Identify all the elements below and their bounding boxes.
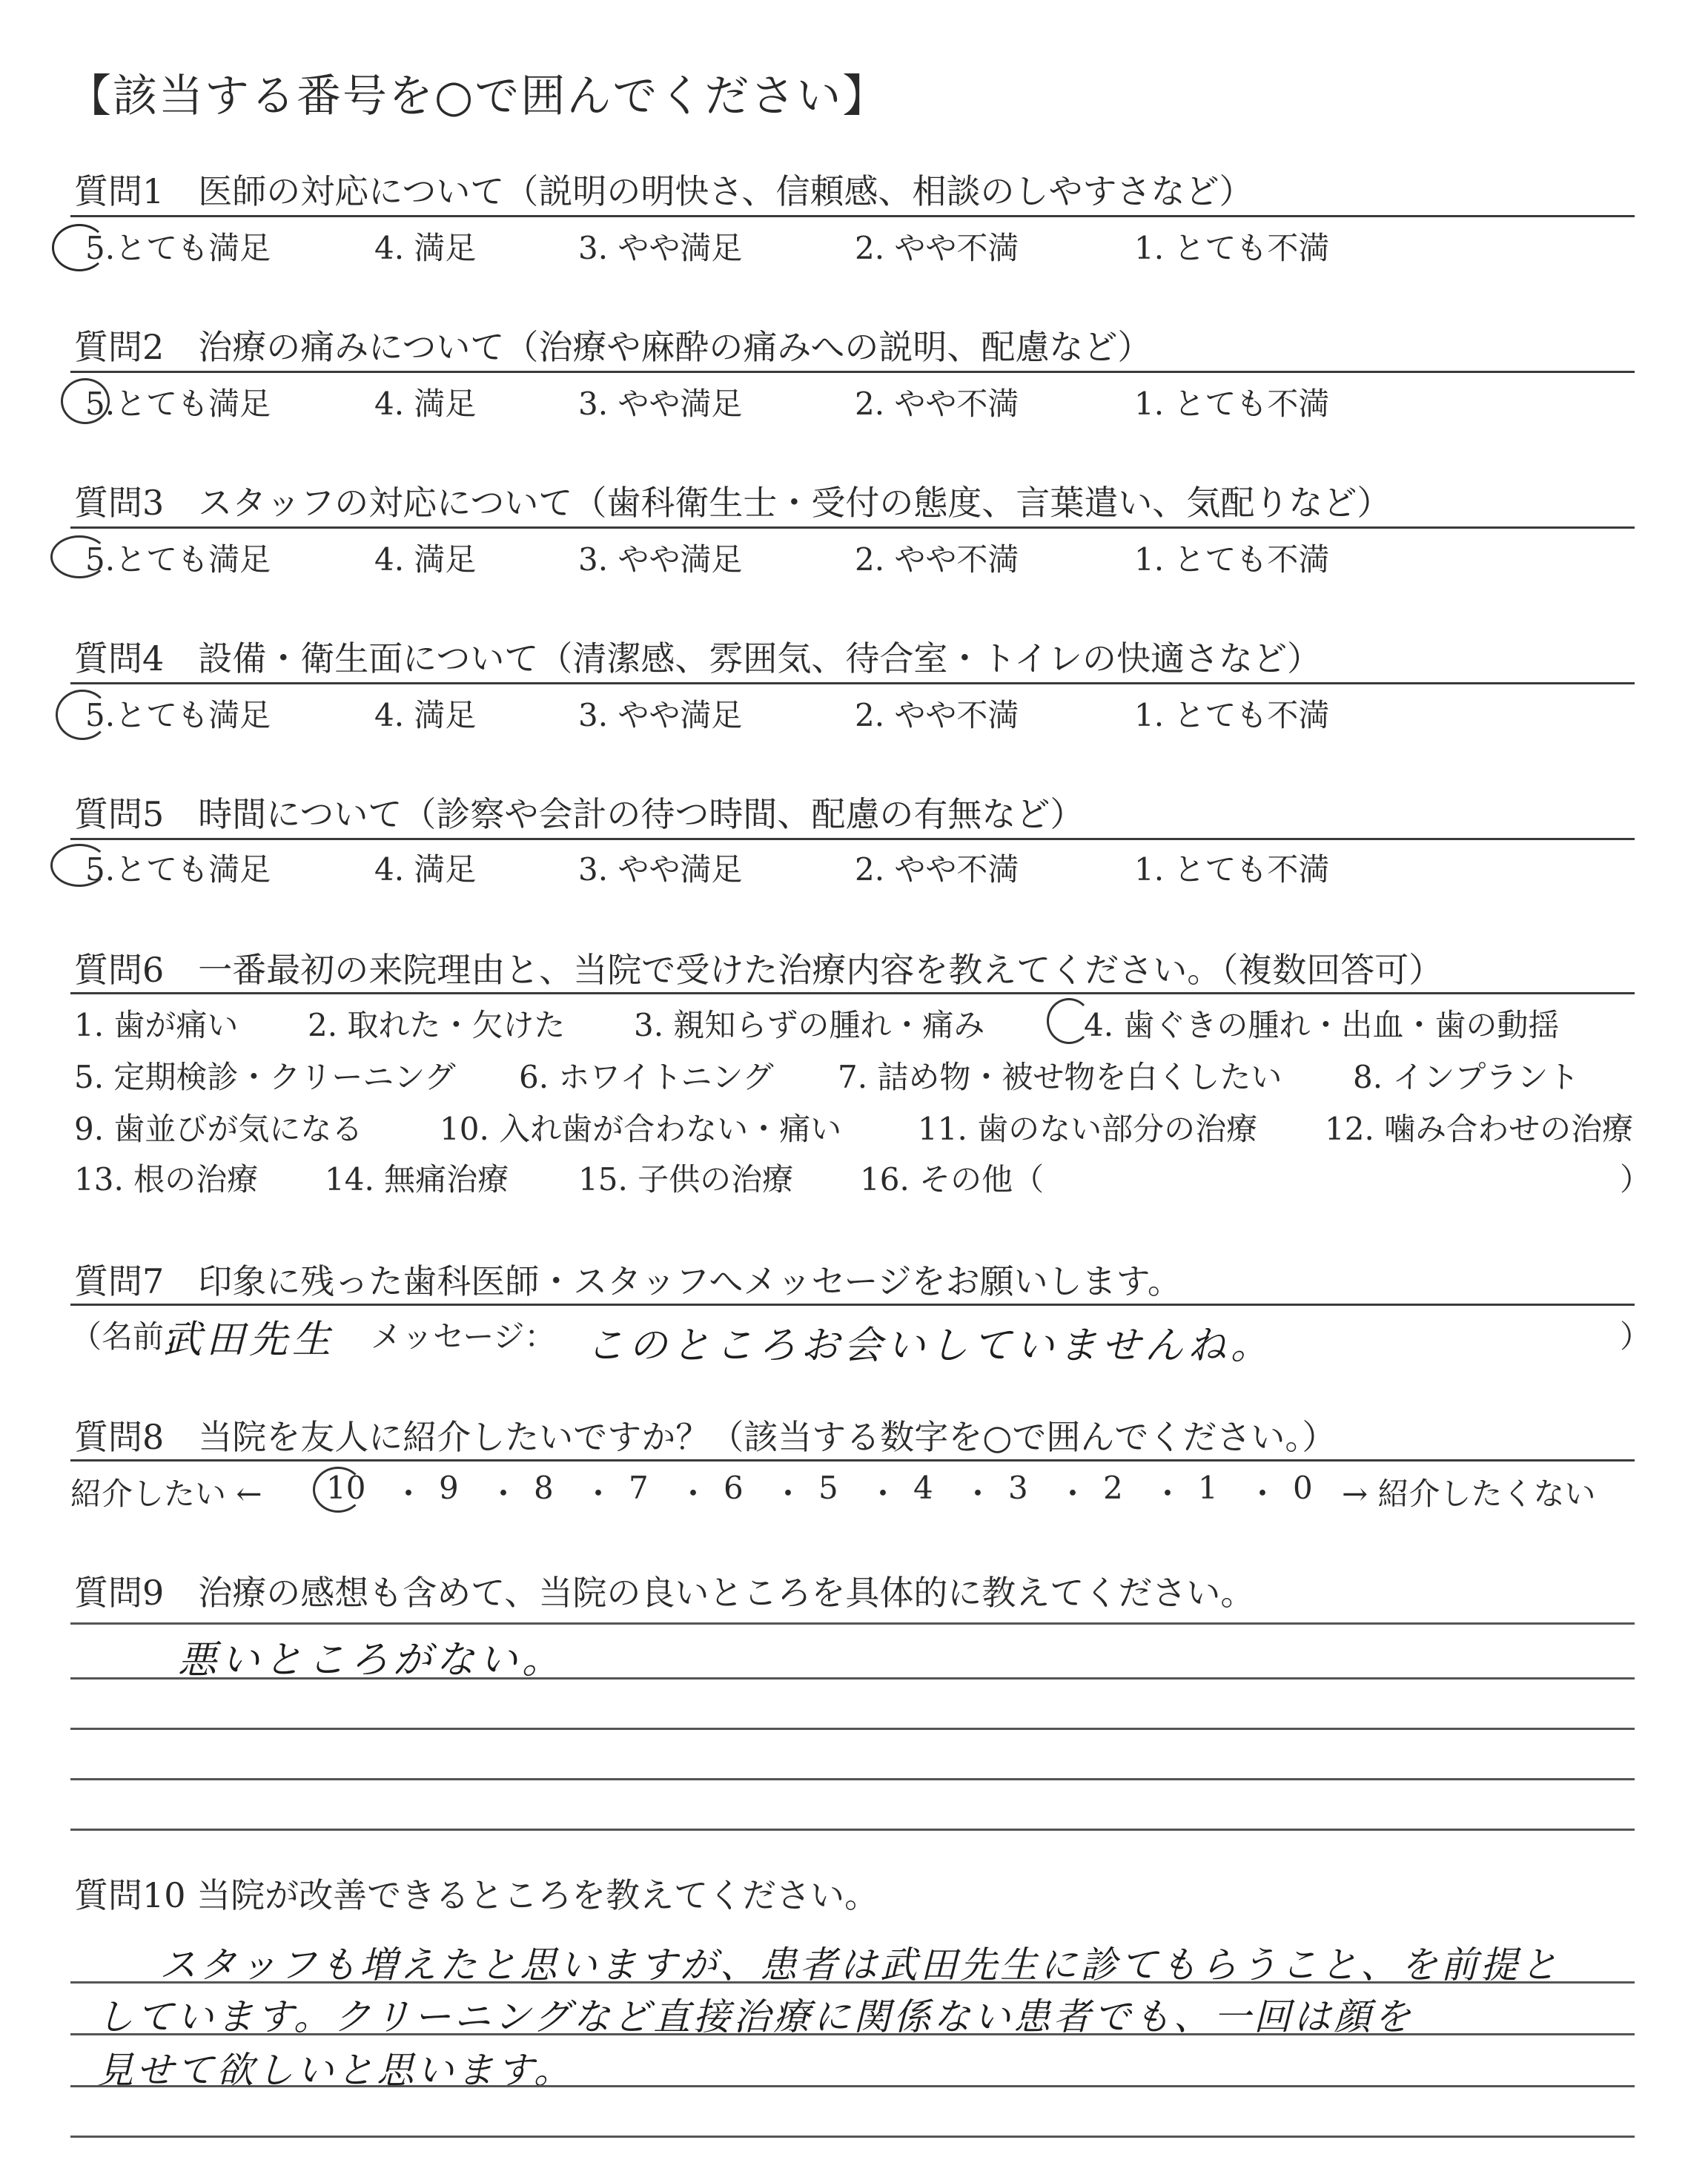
q9-answer-line-3	[70, 1728, 1635, 1730]
q6-option-9[interactable]: 9. 歯並びが気になる	[74, 1111, 363, 1147]
q3-option-1[interactable]: 1. とても不満	[1134, 541, 1330, 578]
q8-scale-1[interactable]: 1	[1198, 1470, 1218, 1506]
question-4-rule	[70, 682, 1635, 684]
q1-selection-circle	[52, 224, 107, 271]
question-4-title: 質問4 設備・衛生面について（清潔感、雰囲気、待合室・トイレの快適さなど）	[74, 638, 1322, 678]
question-2-rule	[70, 371, 1635, 373]
q8-dot-6: ・	[867, 1476, 899, 1512]
q8-scale-9[interactable]: 9	[439, 1470, 459, 1506]
question-9-title: 質問9 治療の感想も含めて、当院の良いところを具体的に教えてください。	[74, 1573, 1255, 1613]
question-2-title: 質問2 治療の痛みについて（治療や麻酔の痛みへの説明、配慮など）	[74, 327, 1152, 367]
q7-message-label: メッセージ：	[371, 1318, 556, 1355]
q8-dot-1: ・	[393, 1476, 425, 1512]
q8-scale-0[interactable]: 0	[1293, 1470, 1313, 1506]
q1-option-1[interactable]: 1. とても不満	[1134, 230, 1330, 266]
q6-option-4[interactable]: 4. 歯ぐきの腫れ・出血・歯の動揺	[1084, 1007, 1560, 1043]
question-5-title: 質問5 時間について（診察や会計の待つ時間、配慮の有無など）	[74, 794, 1085, 834]
q8-scale-3[interactable]: 3	[1008, 1470, 1028, 1506]
question-1-title: 質問1 医師の対応について（説明の明快さ、信頼感、相談のしやすさなど）	[74, 171, 1254, 211]
q1-option-3[interactable]: 3. やや満足	[578, 230, 743, 266]
q8-scale-10[interactable]: 10	[326, 1470, 366, 1506]
q8-dot-4: ・	[678, 1476, 709, 1512]
question-6-rule	[70, 992, 1635, 994]
question-1-rule	[70, 215, 1635, 217]
q6-option-2[interactable]: 2. 取れた・欠けた	[308, 1007, 566, 1043]
q2-selection-circle	[61, 378, 110, 424]
form-header: 【該当する番号を○で囲んでください】	[67, 70, 889, 122]
q4-option-2[interactable]: 2. やや不満	[855, 697, 1019, 733]
q9-answer-line-4	[70, 1778, 1635, 1780]
q9-answer[interactable]: 悪いところがない。	[178, 1638, 566, 1682]
q6-option-6[interactable]: 6. ホワイトニング	[519, 1059, 774, 1095]
q5-option-3[interactable]: 3. やや満足	[578, 851, 743, 888]
q6-option-12[interactable]: 12. 噛み合わせの治療	[1325, 1111, 1634, 1147]
q8-dot-10: ・	[1247, 1476, 1279, 1512]
q8-dot-5: ・	[772, 1476, 804, 1512]
q9-answer-line-1	[70, 1622, 1635, 1625]
question-3-rule	[70, 526, 1635, 529]
q6-option-5[interactable]: 5. 定期検診・クリーニング	[74, 1059, 456, 1095]
q10-answer-line-3-text[interactable]: 見せて欲しいと思います。	[96, 2049, 574, 2092]
q9-answer-line-2	[70, 1677, 1635, 1680]
q8-left-label: 紹介したい ←	[70, 1476, 262, 1512]
q4-option-4[interactable]: 4. 満足	[374, 697, 477, 733]
q6-selection-circle	[1047, 998, 1091, 1044]
q2-option-4[interactable]: 4. 満足	[374, 386, 477, 422]
q6-option-14[interactable]: 14. 無痛治療	[325, 1161, 509, 1198]
q2-option-5[interactable]: 5.とても満足	[85, 386, 271, 422]
question-8-title: 質問8 当院を友人に紹介したいですか？（該当する数字を○で囲んでください。）	[74, 1417, 1337, 1457]
q8-scale-4[interactable]: 4	[913, 1470, 933, 1506]
q2-option-2[interactable]: 2. やや不満	[855, 386, 1019, 422]
q4-option-3[interactable]: 3. やや満足	[578, 697, 743, 733]
q8-scale-2[interactable]: 2	[1103, 1470, 1123, 1506]
q10-answer-line-3	[70, 2085, 1635, 2087]
q10-answer-line-1-text[interactable]: スタッフも増えたと思いますが、患者は武田先生に診てもらうこと、を前提と	[159, 1943, 1560, 1986]
q8-dot-9: ・	[1152, 1476, 1184, 1512]
q6-option-11[interactable]: 11. 歯のない部分の治療	[918, 1111, 1258, 1147]
q7-close: ）	[1620, 1318, 1652, 1355]
q8-right-label: → 紹介したくない	[1342, 1476, 1596, 1512]
q6-option-7[interactable]: 7. 詰め物・被せ物を白くしたい	[838, 1059, 1282, 1095]
q6-option-1[interactable]: 1. 歯が痛い	[74, 1007, 239, 1043]
q3-selection-circle	[50, 535, 108, 578]
q5-option-1[interactable]: 1. とても不満	[1134, 851, 1330, 888]
q10-answer-line-4	[70, 2136, 1635, 2138]
q1-option-5[interactable]: 5.とても満足	[85, 230, 271, 266]
q7-name-label: （名前：	[70, 1318, 196, 1355]
q3-option-4[interactable]: 4. 満足	[374, 541, 477, 578]
q8-scale-5[interactable]: 5	[818, 1470, 838, 1506]
q8-dot-2: ・	[488, 1476, 520, 1512]
q7-message-value[interactable]: このところお会いしていませんね。	[586, 1324, 1274, 1368]
q5-option-2[interactable]: 2. やや不満	[855, 851, 1019, 888]
q2-option-3[interactable]: 3. やや満足	[578, 386, 743, 422]
question-8-rule	[70, 1459, 1635, 1462]
q1-option-2[interactable]: 2. やや不満	[855, 230, 1019, 266]
q6-option-13[interactable]: 13. 根の治療	[74, 1161, 259, 1198]
q3-option-2[interactable]: 2. やや不満	[855, 541, 1019, 578]
q8-dot-3: ・	[583, 1476, 615, 1512]
q8-scale-8[interactable]: 8	[534, 1470, 554, 1506]
q4-option-1[interactable]: 1. とても不満	[1134, 697, 1330, 733]
q6-option-15[interactable]: 15. 子供の治療	[578, 1161, 794, 1198]
q3-option-3[interactable]: 3. やや満足	[578, 541, 743, 578]
question-7-rule	[70, 1304, 1635, 1306]
q8-scale-7[interactable]: 7	[629, 1470, 649, 1506]
q4-selection-circle	[56, 690, 109, 740]
q5-option-4[interactable]: 4. 満足	[374, 851, 477, 888]
q6-option-10[interactable]: 10. 入れ歯が合わない・痛い	[440, 1111, 842, 1147]
question-5-rule	[70, 838, 1635, 840]
q6-option-16[interactable]: 16. その他（	[860, 1161, 1045, 1198]
question-6-title: 質問6 一番最初の来院理由と、当院で受けた治療内容を教えてください。（複数回答可）	[74, 950, 1443, 990]
question-7-title: 質問7 印象に残った歯科医師・スタッフへメッセージをお願いします。	[74, 1261, 1182, 1301]
q1-option-4[interactable]: 4. 満足	[374, 230, 477, 266]
q5-selection-circle	[50, 844, 108, 887]
q10-answer-line-2	[70, 2033, 1635, 2035]
q9-answer-line-5	[70, 1829, 1635, 1831]
q6-option-3[interactable]: 3. 親知らずの腫れ・痛み	[634, 1007, 985, 1043]
q3-option-5[interactable]: 5.とても満足	[85, 541, 271, 578]
q10-answer-line-1	[70, 1981, 1635, 1984]
q2-option-1[interactable]: 1. とても不満	[1134, 386, 1330, 422]
q6-option-8[interactable]: 8. インプラント	[1353, 1059, 1580, 1095]
q8-dot-7: ・	[962, 1476, 994, 1512]
q7-name-value[interactable]: 武田先生	[163, 1318, 336, 1362]
question-3-title: 質問3 スタッフの対応について（歯科衛生士・受付の態度、言葉遣い、気配りなど）	[74, 483, 1391, 523]
q8-dot-8: ・	[1057, 1476, 1089, 1512]
q10-answer-line-2-text[interactable]: しています。クリーニングなど直接治療に関係ない患者でも、一回は顔を	[96, 1995, 1414, 2038]
q4-option-5[interactable]: 5.とても満足	[85, 697, 271, 733]
question-10-title: 質問10 当院が改善できるところを教えてください。	[74, 1875, 879, 1915]
q5-option-5[interactable]: 5.とても満足	[85, 851, 271, 888]
q6-other-close: ）	[1620, 1161, 1652, 1198]
q8-scale-6[interactable]: 6	[724, 1470, 744, 1506]
